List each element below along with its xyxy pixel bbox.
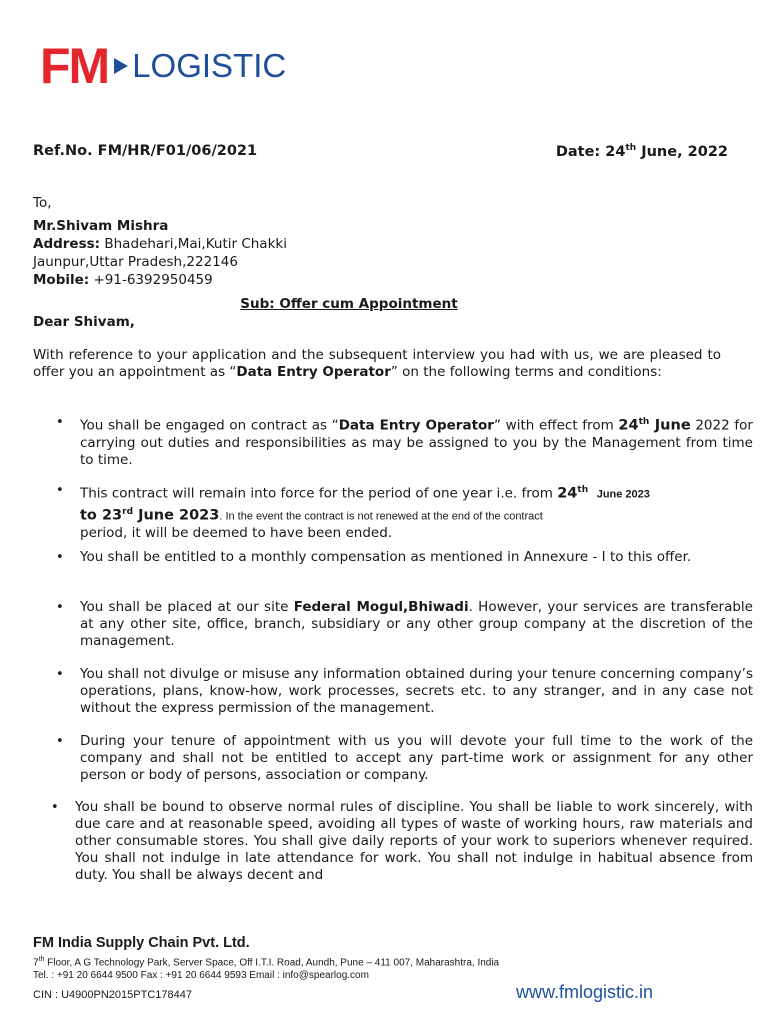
salutation: Dear Shivam, [33, 314, 135, 330]
logo-arrow-icon [114, 58, 128, 74]
reference-number: Ref.No. FM/HR/F01/06/2021 [33, 143, 258, 159]
list-item: • You shall not divulge or misuse any information obtained during your tenure concerning company’s operations, plans, know-how, work processes, secrets etc. to any stranger, and in any case not without the express permission of the management. [56, 666, 753, 716]
bullet-icon: • [56, 734, 64, 749]
bullet-icon: • [56, 483, 64, 498]
bullet-icon: • [56, 550, 64, 565]
list-item: • You shall be engaged on contract as “Data Entry Operator” with effect from 24th June 2022 for carrying out duties and responsibilities as may be assigned to you by the Management from time to time. [56, 415, 753, 468]
subject-line: Sub: Offer cum Appointment [240, 296, 458, 312]
letter-date: Date: 24th June, 2022 [555, 143, 728, 160]
to-line: To, [33, 195, 52, 211]
list-item: • You shall be placed at our site Federal Mogul,Bhiwadi. However, your services are transferable at any other site, office, branch, subsidiary or any other group company at the discretion of the management. [56, 599, 753, 649]
company-logo [40, 38, 287, 94]
footer-company: FM India Supply Chain Pvt. Ltd. [33, 935, 250, 951]
list-item: • During your tenure of appointment with us you will devote your full time to the work of the company and shall not be entitled to accept any part-time work or assignment for any other person or body of persons, association or company. [56, 733, 753, 783]
footer-address: 7th Floor, A G Technology Park, Server Space, Off I.T.I. Road, Aundh, Pune – 411 007, Maharashtra, India Tel. : +91 20 6644 9500 Fax : +91 20 6644 9593 Email : info@spearlog.com [33, 956, 500, 982]
recipient-name: Mr.Shivam Mishra [33, 218, 169, 234]
bullet-icon: • [56, 667, 64, 682]
footer-website-link[interactable]: www.fmlogistic.in [516, 982, 654, 1002]
list-item: • You shall be entitled to a monthly compensation as mentioned in Annexure - I to this offer. [56, 549, 692, 565]
bullet-icon: • [56, 415, 64, 430]
list-item: • This contract will remain into force for the period of one year i.e. from 24th June 2023 to 23rd June 2023. In the event the contract is not renewed at the end of the contract period, it will be deemed to have been ended. [56, 483, 650, 541]
logo-fm: FM [40, 38, 109, 94]
intro-paragraph: With reference to your application and the subsequent interview you had with us, we are pleased to offer you an appointment as “Data Entry Operator” on the following terms and conditions: [33, 347, 721, 380]
bullet-icon: • [56, 600, 64, 615]
recipient-block [33, 194, 287, 289]
recipient-mobile: Mobile: +91-6392950459 [33, 272, 213, 288]
logo-word: LOGISTIC [132, 47, 287, 84]
bullet-icon: • [51, 800, 59, 815]
list-item: • You shall be bound to observe normal rules of discipline. You shall be liable to work sincerely, with due care and at reasonable speed, avoiding all types of waste of working hours, raw materials and other consumable stores. You shall give daily reports of your work to superiors whenever required. You shall not indulge in late attendance for work. You shall not indulge in habitual absence from duty. You shall be always decent and [51, 799, 753, 883]
recipient-address: Address: Bhadehari,Mai,Kutir Chakki [33, 236, 287, 252]
footer-cin: CIN : U4900PN2015PTC178447 [33, 989, 192, 1001]
recipient-address-line2: Jaunpur,Uttar Pradesh,222146 [33, 254, 238, 270]
